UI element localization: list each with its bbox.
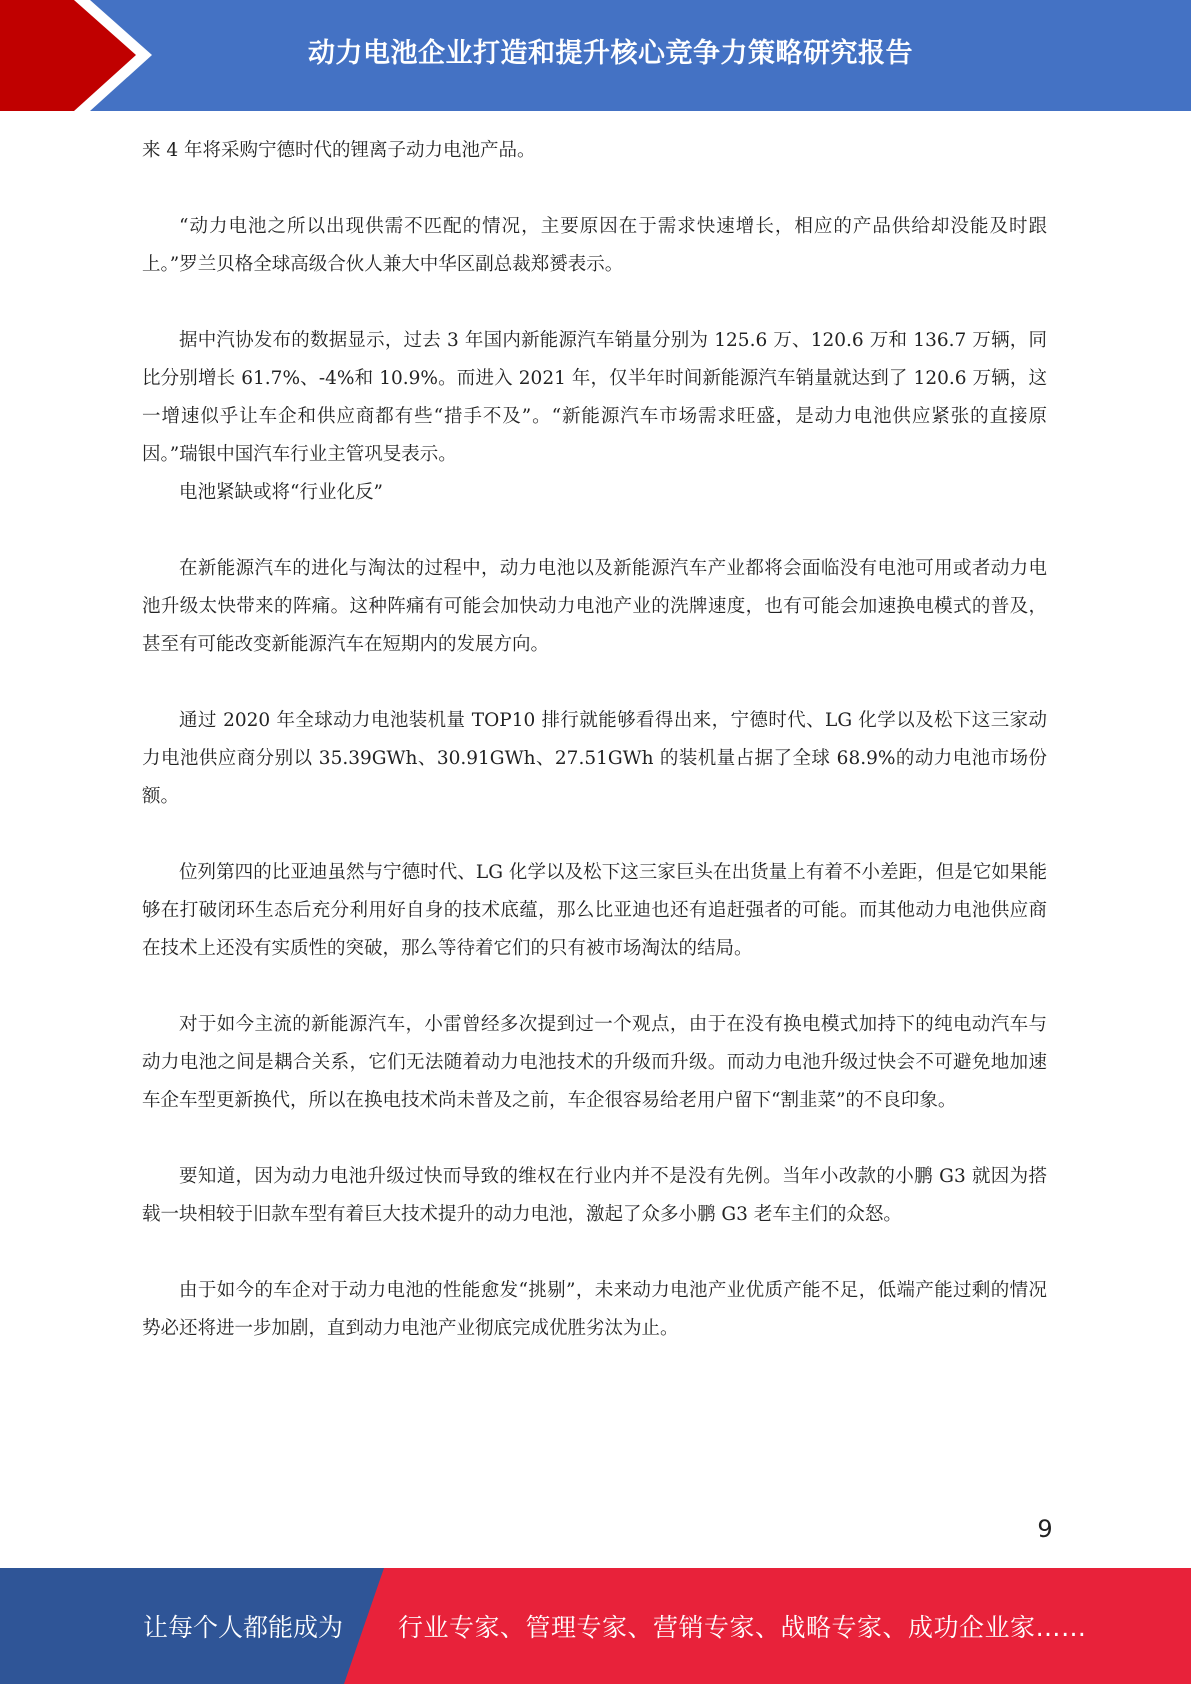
section-heading: 电池紧缺或将“行业化反”	[179, 482, 383, 503]
paragraph: 在新能源汽车的进化与淘汰的过程中，动力电池以及新能源汽车产业都将会面临没有电池可用或者动力电池升级太快带来的阵痛。这种阵痛有可能会加快动力电池产业的洗牌速度，也有可能会加速换电模式的普及，甚至有可能改变新能源汽车在短期内的发展方向。	[142, 558, 1047, 655]
paragraph: 据中汽协发布的数据显示，过去 3 年国内新能源汽车销量分别为 125.6 万、120.6 万和 136.7 万辆，同比分别增长 61.7%、-4%和 10.9%。而进入 2021 年，仅半年时间新能源汽车销量就达到了 120.6 万辆，这一增速似乎让车企和供应商都有些“措手不及”。“新能源汽车市场需求旺盛，是动力电池供应紧张的直接原因。”瑞银中国汽车行业主管巩旻表示。	[142, 330, 1047, 465]
page-footer	[0, 1568, 1191, 1684]
paragraph: “动力电池之所以出现供需不匹配的情况，主要原因在于需求快速增长，相应的产品供给却没能及时跟上。”罗兰贝格全球高级合伙人兼大中华区副总裁郑赟表示。	[142, 216, 1047, 275]
paragraph: 对于如今主流的新能源汽车，小雷曾经多次提到过一个观点，由于在没有换电模式加持下的纯电动汽车与动力电池之间是耦合关系，它们无法随着动力电池技术的升级而升级。而动力电池升级过快会不可避免地加速车企车型更新换代，所以在换电技术尚未普及之前，车企很容易给老用户留下“割韭菜”的不良印象。	[142, 1014, 1047, 1111]
paragraph: 位列第四的比亚迪虽然与宁德时代、LG 化学以及松下这三家巨头在出货量上有着不小差距，但是它如果能够在打破闭环生态后充分利用好自身的技术底蕴，那么比亚迪也还有追赶强者的可能。而其他动力电池供应商在技术上还没有实质性的突破，那么等待着它们的只有被市场淘汰的结局。	[142, 862, 1047, 959]
page-header	[0, 0, 1191, 111]
paragraph: 通过 2020 年全球动力电池装机量 TOP10 排行就能够看得出来，宁德时代、LG 化学以及松下这三家动力电池供应商分别以 35.39GWh、30.91GWh、27.51GWh 的装机量占据了全球 68.9%的动力电池市场份额。	[142, 710, 1047, 807]
paragraph: 来 4 年将采购宁德时代的锂离子动力电池产品。	[142, 140, 536, 161]
footer-slogan-left: 让每个人都能成为	[143, 1613, 344, 1642]
page-number: 9	[1037, 1515, 1053, 1543]
paragraph: 要知道，因为动力电池升级过快而导致的维权在行业内并不是没有先例。当年小改款的小鹏 G3 就因为搭载一块相较于旧款车型有着巨大技术提升的动力电池，激起了众多小鹏 G3 老车主们的众怒。	[142, 1166, 1047, 1225]
paragraph: 由于如今的车企对于动力电池的性能愈发“挑剔”，未来动力电池产业优质产能不足，低端产能过剩的情况势必还将进一步加剧，直到动力电池产业彻底完成优胜劣汰为止。	[142, 1280, 1047, 1339]
body-text	[142, 132, 1047, 1348]
document-title: 动力电池企业打造和提升核心竞争力策略研究报告	[308, 37, 913, 69]
footer-slogan-right: 行业专家、管理专家、营销专家、战略专家、成功企业家……	[398, 1613, 1087, 1642]
